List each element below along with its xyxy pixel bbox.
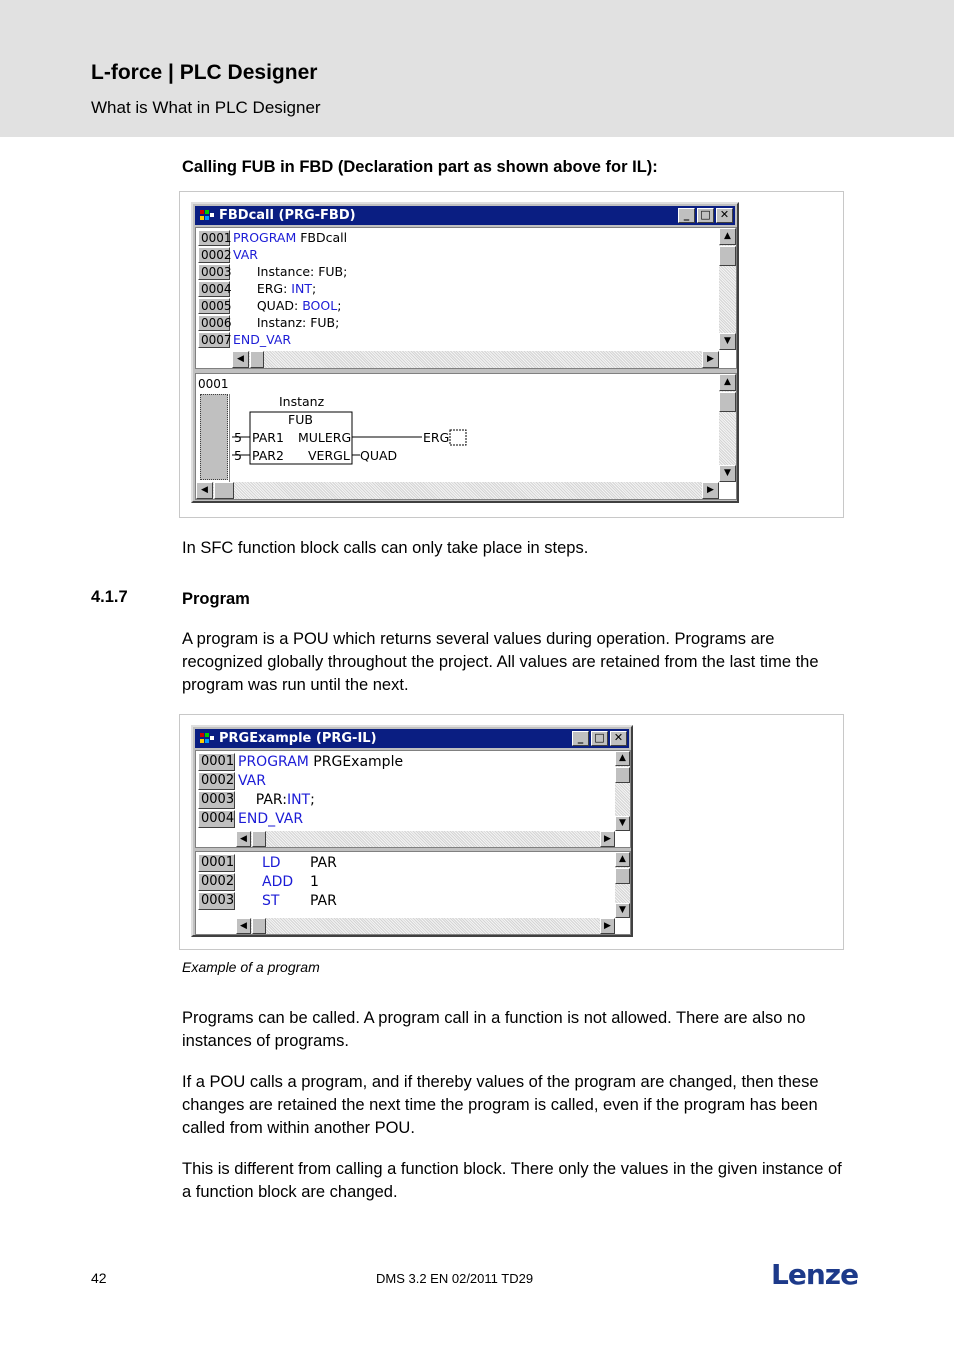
line-number: 0004 <box>198 810 235 828</box>
scroll-right-icon[interactable]: ▶ <box>600 831 615 847</box>
vertical-scrollbar[interactable] <box>719 228 736 350</box>
scroll-up-icon[interactable]: ▲ <box>719 228 736 245</box>
app-icon <box>200 210 214 221</box>
line-number: 0003 <box>198 892 235 910</box>
maximize-button[interactable]: □ <box>591 731 608 746</box>
page-number: 42 <box>91 1270 107 1286</box>
fbd-body-pane[interactable] <box>195 373 737 500</box>
fbd-declaration-pane[interactable] <box>195 227 737 369</box>
scroll-up-icon[interactable]: ▲ <box>615 751 630 766</box>
scroll-thumb[interactable] <box>250 351 264 368</box>
instruction-operand[interactable]: PAR <box>310 893 337 909</box>
horizontal-scrollbar[interactable] <box>236 831 615 847</box>
scroll-thumb[interactable] <box>252 918 266 934</box>
code-line[interactable]: VAR <box>233 247 258 262</box>
line-number: 0006 <box>198 315 230 331</box>
fbd-window <box>191 202 739 503</box>
scroll-up-icon[interactable]: ▲ <box>615 852 630 867</box>
instruction-operator[interactable]: LD <box>262 855 281 871</box>
vertical-scrollbar[interactable] <box>719 374 736 482</box>
code-line[interactable]: QUAD: BOOL; <box>233 298 342 313</box>
prg-body-pane[interactable] <box>195 851 631 935</box>
fbd-window-title: FBDcall (PRG-FBD) <box>219 208 356 223</box>
scroll-up-icon[interactable]: ▲ <box>719 374 736 391</box>
document-title: L-force | PLC Designer <box>91 61 318 84</box>
document-subtitle: What is What in PLC Designer <box>91 98 321 117</box>
instance-name: Instanz <box>279 394 325 409</box>
horizontal-scrollbar[interactable] <box>236 918 615 934</box>
document-id: DMS 3.2 EN 02/2011 TD29 <box>376 1271 534 1286</box>
line-number: 0001 <box>198 854 235 872</box>
prg-window <box>191 725 633 937</box>
instruction-operand[interactable]: 1 <box>310 874 319 890</box>
line-number: 0002 <box>198 772 235 790</box>
scroll-thumb[interactable] <box>214 482 234 499</box>
line-number: 0004 <box>198 281 230 297</box>
scroll-thumb[interactable] <box>719 392 736 412</box>
input-pin: PAR2 <box>252 448 284 463</box>
instruction-operator[interactable]: ST <box>262 893 280 909</box>
line-number: 0003 <box>198 264 230 280</box>
scroll-thumb[interactable] <box>615 868 630 884</box>
scroll-down-icon[interactable]: ▼ <box>615 816 630 831</box>
instruction-operand[interactable]: PAR <box>310 855 337 871</box>
network-number: 0001 <box>198 377 229 391</box>
horizontal-scrollbar[interactable] <box>232 351 719 368</box>
scroll-thumb[interactable] <box>252 831 266 847</box>
code-line[interactable]: Instance: FUB; <box>233 264 348 279</box>
output-target: QUAD <box>360 448 398 463</box>
scroll-thumb[interactable] <box>615 767 630 783</box>
lenze-logo: Lenze <box>771 1258 859 1291</box>
code-line[interactable]: PAR:INT; <box>238 792 315 808</box>
figure-fbd <box>179 191 844 518</box>
paragraph: Programs can be called. A program call in a function is not allowed. There are also no instances of programs. <box>182 1009 806 1050</box>
line-number: 0003 <box>198 791 235 809</box>
horizontal-scrollbar[interactable] <box>196 482 719 499</box>
code-line[interactable]: VAR <box>238 773 266 789</box>
vertical-scrollbar[interactable] <box>615 751 630 831</box>
prg-titlebar[interactable] <box>195 729 629 748</box>
code-line[interactable]: ERG: INT; <box>233 281 317 296</box>
code-line[interactable]: Instanz: FUB; <box>233 315 340 330</box>
code-line[interactable]: END_VAR <box>233 332 292 347</box>
fbd-titlebar[interactable] <box>195 206 735 225</box>
block-type: FUB <box>288 412 313 427</box>
line-number: 0001 <box>198 753 235 771</box>
scroll-down-icon[interactable]: ▼ <box>615 903 630 918</box>
minimize-button[interactable]: _ <box>678 208 695 223</box>
page-header <box>0 0 954 137</box>
close-button[interactable]: ✕ <box>610 731 627 746</box>
section-title: Program <box>182 590 250 608</box>
section-number: 4.1.7 <box>91 588 128 606</box>
input-value: 5 <box>234 448 242 463</box>
scroll-right-icon[interactable]: ▶ <box>600 918 615 934</box>
scroll-left-icon[interactable]: ◀ <box>236 918 251 934</box>
output-pin: MULERG <box>298 430 352 445</box>
code-line[interactable]: END_VAR <box>238 811 304 827</box>
scroll-left-icon[interactable]: ◀ <box>236 831 251 847</box>
instruction-operator[interactable]: ADD <box>262 874 294 890</box>
minimize-button[interactable]: _ <box>572 731 589 746</box>
network-gutter <box>198 394 230 482</box>
figure-caption: Example of a program <box>182 959 320 975</box>
paragraph: In SFC function block calls can only take place in steps. <box>182 539 589 557</box>
scroll-left-icon[interactable]: ◀ <box>196 482 213 499</box>
paragraph: If a POU calls a program, and if thereby values of the program are changed, then these changes are retained the next time the program is called, even if the program has been called from within another POU. <box>182 1073 819 1137</box>
paragraph: This is different from calling a function block. There only the values in the given instance of a function block are changed. <box>182 1160 842 1201</box>
output-pin: VERGL <box>308 448 350 463</box>
output-box[interactable] <box>450 430 466 445</box>
figure-program <box>179 714 844 950</box>
prg-declaration-pane[interactable] <box>195 750 631 848</box>
prg-window-title: PRGExample (PRG-IL) <box>219 731 377 746</box>
vertical-scrollbar[interactable] <box>615 852 630 918</box>
scroll-down-icon[interactable]: ▼ <box>719 333 736 350</box>
code-line[interactable]: PROGRAM FBDcall <box>233 230 348 245</box>
app-icon <box>200 733 214 744</box>
output-target: ERG <box>423 430 450 445</box>
close-button[interactable]: ✕ <box>716 208 733 223</box>
scroll-down-icon[interactable]: ▼ <box>719 465 736 482</box>
scroll-thumb[interactable] <box>719 246 736 266</box>
code-line[interactable]: PROGRAM PRGExample <box>238 754 404 770</box>
line-number: 0002 <box>198 247 230 263</box>
line-number: 0005 <box>198 298 230 314</box>
scroll-left-icon[interactable]: ◀ <box>232 351 249 368</box>
line-number: 0002 <box>198 873 235 891</box>
paragraph: A program is a POU which returns several values during operation. Programs are recognized globally throughout the project. All values are retained from the last time the program was run until the next. <box>182 630 819 694</box>
input-pin: PAR1 <box>252 430 284 445</box>
scroll-right-icon[interactable]: ▶ <box>702 482 719 499</box>
input-value: 5 <box>234 430 242 445</box>
line-number: 0007 <box>198 332 230 348</box>
network-marker[interactable] <box>200 394 228 480</box>
line-number: 0001 <box>198 230 230 246</box>
maximize-button[interactable]: □ <box>697 208 714 223</box>
section-heading-fbd: Calling FUB in FBD (Declaration part as shown above for IL): <box>182 158 658 176</box>
scroll-right-icon[interactable]: ▶ <box>702 351 719 368</box>
